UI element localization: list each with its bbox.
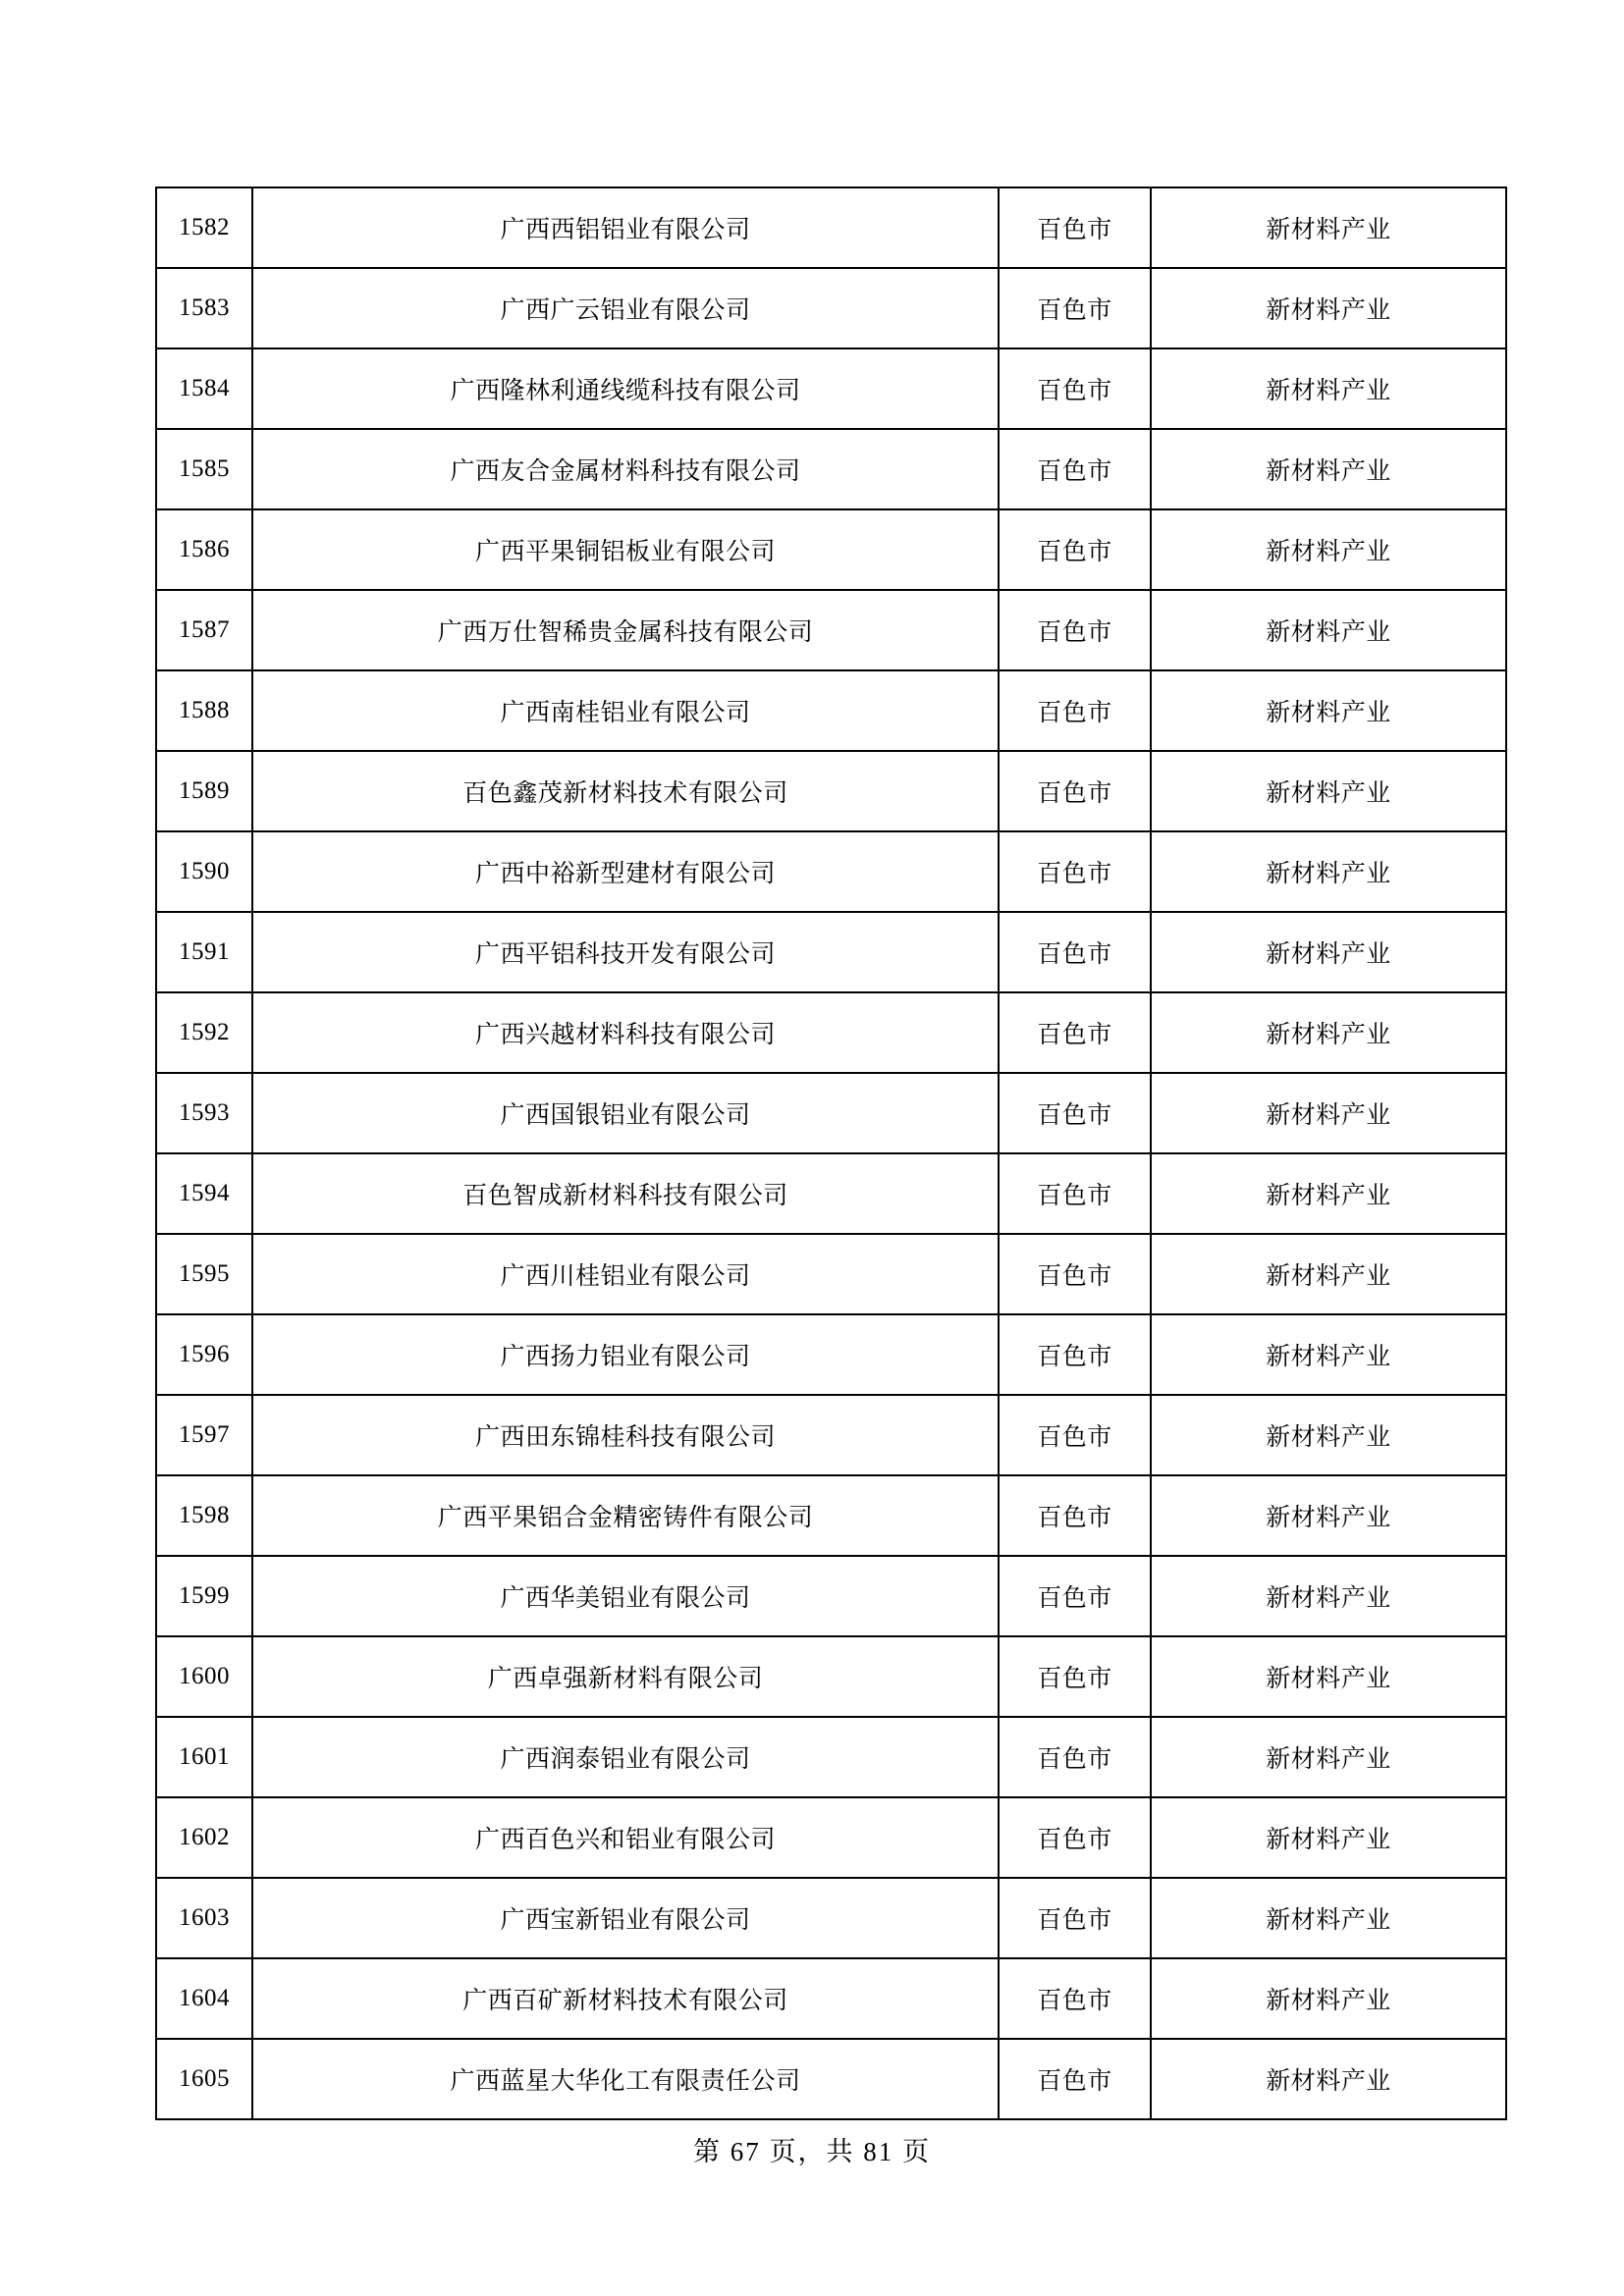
cell-city: 百色市 [999, 2039, 1151, 2119]
cell-industry: 新材料产业 [1151, 590, 1506, 670]
cell-id: 1593 [156, 1073, 252, 1153]
cell-enterprise-name: 广西平果铝合金精密铸件有限公司 [252, 1475, 999, 1556]
cell-enterprise-name: 广西平铝科技开发有限公司 [252, 912, 999, 992]
cell-id: 1605 [156, 2039, 252, 2119]
cell-id: 1586 [156, 509, 252, 590]
cell-id: 1597 [156, 1395, 252, 1475]
cell-city: 百色市 [999, 187, 1151, 268]
cell-industry: 新材料产业 [1151, 831, 1506, 912]
cell-industry: 新材料产业 [1151, 912, 1506, 992]
cell-city: 百色市 [999, 1717, 1151, 1797]
cell-city: 百色市 [999, 590, 1151, 670]
cell-city: 百色市 [999, 1073, 1151, 1153]
cell-enterprise-name: 广西中裕新型建材有限公司 [252, 831, 999, 912]
cell-enterprise-name: 广西广云铝业有限公司 [252, 268, 999, 348]
cell-city: 百色市 [999, 751, 1151, 831]
cell-industry: 新材料产业 [1151, 1395, 1506, 1475]
cell-enterprise-name: 广西平果铜铝板业有限公司 [252, 509, 999, 590]
table-row [156, 1878, 1506, 1958]
table-row [156, 1475, 1506, 1556]
cell-city: 百色市 [999, 1234, 1151, 1314]
cell-enterprise-name: 广西万仕智稀贵金属科技有限公司 [252, 590, 999, 670]
cell-id: 1590 [156, 831, 252, 912]
cell-enterprise-name: 广西润泰铝业有限公司 [252, 1717, 999, 1797]
cell-industry: 新材料产业 [1151, 429, 1506, 509]
cell-enterprise-name: 百色智成新材料科技有限公司 [252, 1153, 999, 1234]
table-row [156, 1314, 1506, 1395]
cell-id: 1589 [156, 751, 252, 831]
cell-enterprise-name: 广西扬力铝业有限公司 [252, 1314, 999, 1395]
cell-industry: 新材料产业 [1151, 1717, 1506, 1797]
cell-city: 百色市 [999, 1636, 1151, 1717]
table-row [156, 1636, 1506, 1717]
cell-id: 1595 [156, 1234, 252, 1314]
cell-id: 1584 [156, 348, 252, 429]
cell-enterprise-name: 广西宝新铝业有限公司 [252, 1878, 999, 1958]
cell-id: 1602 [156, 1797, 252, 1878]
cell-industry: 新材料产业 [1151, 1153, 1506, 1234]
cell-industry: 新材料产业 [1151, 751, 1506, 831]
cell-city: 百色市 [999, 429, 1151, 509]
table-row [156, 831, 1506, 912]
cell-id: 1603 [156, 1878, 252, 1958]
cell-industry: 新材料产业 [1151, 509, 1506, 590]
table-row [156, 1073, 1506, 1153]
table-row [156, 670, 1506, 751]
cell-industry: 新材料产业 [1151, 2039, 1506, 2119]
cell-enterprise-name: 广西隆林利通线缆科技有限公司 [252, 348, 999, 429]
cell-city: 百色市 [999, 1797, 1151, 1878]
cell-industry: 新材料产业 [1151, 1314, 1506, 1395]
table-row [156, 2039, 1506, 2119]
cell-industry: 新材料产业 [1151, 1797, 1506, 1878]
table-row [156, 1556, 1506, 1636]
cell-industry: 新材料产业 [1151, 1234, 1506, 1314]
cell-id: 1599 [156, 1556, 252, 1636]
cell-enterprise-name: 广西友合金属材料科技有限公司 [252, 429, 999, 509]
cell-industry: 新材料产业 [1151, 1556, 1506, 1636]
cell-id: 1592 [156, 992, 252, 1073]
cell-id: 1582 [156, 187, 252, 268]
cell-city: 百色市 [999, 992, 1151, 1073]
cell-enterprise-name: 广西川桂铝业有限公司 [252, 1234, 999, 1314]
table-row [156, 187, 1506, 268]
cell-city: 百色市 [999, 1556, 1151, 1636]
cell-industry: 新材料产业 [1151, 1073, 1506, 1153]
cell-city: 百色市 [999, 509, 1151, 590]
cell-enterprise-name: 广西百色兴和铝业有限公司 [252, 1797, 999, 1878]
cell-enterprise-name: 广西田东锦桂科技有限公司 [252, 1395, 999, 1475]
cell-city: 百色市 [999, 1475, 1151, 1556]
cell-city: 百色市 [999, 831, 1151, 912]
table-row [156, 509, 1506, 590]
cell-enterprise-name: 广西华美铝业有限公司 [252, 1556, 999, 1636]
cell-industry: 新材料产业 [1151, 992, 1506, 1073]
cell-id: 1583 [156, 268, 252, 348]
cell-id: 1588 [156, 670, 252, 751]
cell-id: 1601 [156, 1717, 252, 1797]
cell-enterprise-name: 广西国银铝业有限公司 [252, 1073, 999, 1153]
cell-id: 1585 [156, 429, 252, 509]
cell-industry: 新材料产业 [1151, 187, 1506, 268]
cell-id: 1587 [156, 590, 252, 670]
cell-enterprise-name: 广西兴越材料科技有限公司 [252, 992, 999, 1073]
cell-id: 1594 [156, 1153, 252, 1234]
cell-id: 1591 [156, 912, 252, 992]
cell-city: 百色市 [999, 348, 1151, 429]
cell-id: 1598 [156, 1475, 252, 1556]
table-row [156, 1958, 1506, 2039]
cell-industry: 新材料产业 [1151, 348, 1506, 429]
cell-city: 百色市 [999, 670, 1151, 751]
table-row [156, 429, 1506, 509]
cell-enterprise-name: 广西百矿新材料技术有限公司 [252, 1958, 999, 2039]
enterprise-table-container [155, 187, 1468, 2120]
table-row [156, 348, 1506, 429]
cell-id: 1604 [156, 1958, 252, 2039]
table-row [156, 912, 1506, 992]
table-row [156, 268, 1506, 348]
cell-city: 百色市 [999, 268, 1151, 348]
table-body [156, 187, 1506, 2119]
cell-id: 1600 [156, 1636, 252, 1717]
cell-enterprise-name: 广西南桂铝业有限公司 [252, 670, 999, 751]
cell-city: 百色市 [999, 1153, 1151, 1234]
enterprise-table [155, 187, 1507, 2120]
cell-city: 百色市 [999, 1958, 1151, 2039]
table-row [156, 1395, 1506, 1475]
cell-city: 百色市 [999, 1878, 1151, 1958]
table-row [156, 751, 1506, 831]
cell-city: 百色市 [999, 1314, 1151, 1395]
table-row [156, 992, 1506, 1073]
cell-city: 百色市 [999, 1395, 1151, 1475]
cell-enterprise-name: 广西卓强新材料有限公司 [252, 1636, 999, 1717]
page-footer: 第 67 页，共 81 页 [693, 2137, 931, 2166]
cell-id: 1596 [156, 1314, 252, 1395]
table-row [156, 1717, 1506, 1797]
cell-industry: 新材料产业 [1151, 268, 1506, 348]
cell-industry: 新材料产业 [1151, 1878, 1506, 1958]
cell-industry: 新材料产业 [1151, 1636, 1506, 1717]
cell-industry: 新材料产业 [1151, 1958, 1506, 2039]
table-row [156, 1153, 1506, 1234]
cell-enterprise-name: 广西西铝铝业有限公司 [252, 187, 999, 268]
table-row [156, 1797, 1506, 1878]
table-row [156, 1234, 1506, 1314]
table-row [156, 590, 1506, 670]
cell-industry: 新材料产业 [1151, 1475, 1506, 1556]
cell-city: 百色市 [999, 912, 1151, 992]
cell-enterprise-name: 百色鑫茂新材料技术有限公司 [252, 751, 999, 831]
cell-enterprise-name: 广西蓝星大华化工有限责任公司 [252, 2039, 999, 2119]
cell-industry: 新材料产业 [1151, 670, 1506, 751]
